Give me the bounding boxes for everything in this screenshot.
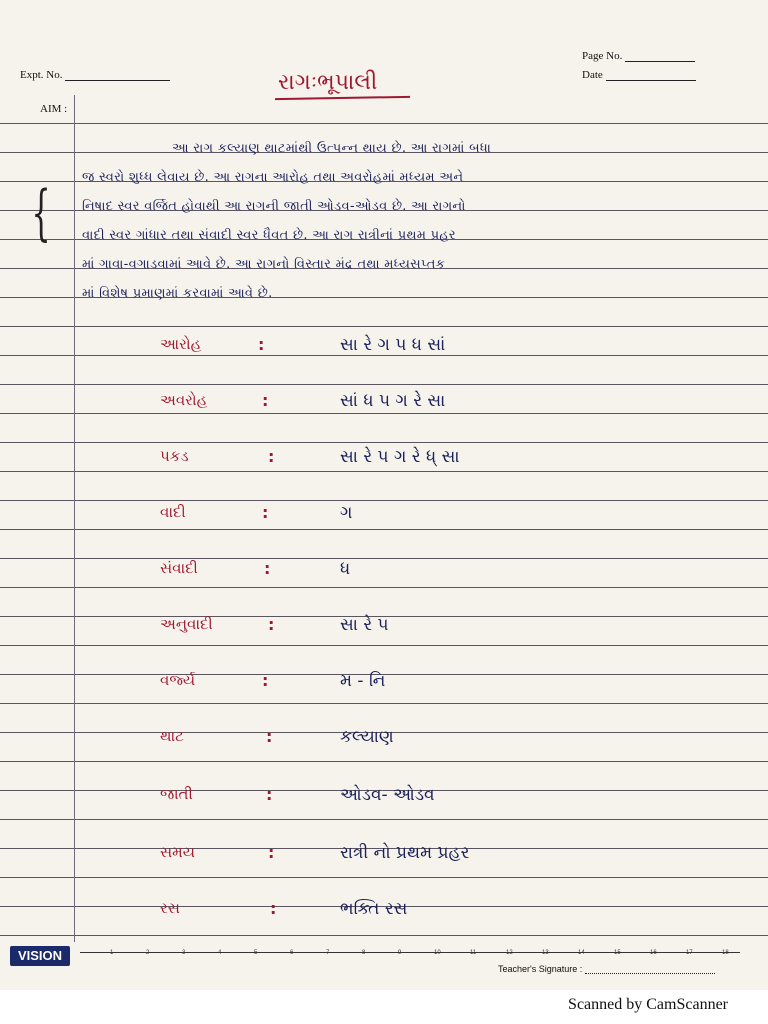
- detail-colon: :: [266, 727, 273, 746]
- ruler-number: 12: [506, 950, 513, 956]
- detail-label: પકડ: [160, 447, 189, 465]
- detail-label: અનુવાદી: [160, 615, 213, 633]
- date-field: [606, 80, 696, 81]
- detail-row: [0, 503, 768, 532]
- detail-value: ઓડવ- ઓડવ: [340, 785, 435, 805]
- ruler-number: 11: [470, 950, 477, 956]
- detail-colon: :: [262, 671, 269, 690]
- detail-value: સાં ધ પ ગ રે સા: [340, 391, 446, 411]
- aim-label: AIM :: [40, 103, 68, 115]
- detail-label: વાદી: [160, 503, 186, 521]
- expt-no-label: Expt. No.: [20, 69, 63, 81]
- detail-value: ધ: [340, 559, 351, 579]
- expt-no: [20, 69, 170, 81]
- detail-label: સમય: [160, 843, 196, 861]
- detail-value: સા રે પ ગ રે ધ્ સા: [340, 447, 460, 467]
- ruler-number: 10: [434, 950, 441, 956]
- detail-label: અવરોહ: [160, 391, 208, 409]
- ruler-number: 17: [686, 950, 693, 956]
- vision-logo: VISION: [10, 946, 70, 966]
- detail-colon: :: [258, 335, 265, 354]
- page-title: રાગઃભૂપાલી: [278, 70, 378, 95]
- detail-colon: :: [268, 843, 275, 862]
- detail-row: [0, 447, 768, 476]
- detail-colon: :: [268, 615, 275, 634]
- ruler-number: 2: [146, 950, 150, 956]
- date: [582, 69, 696, 81]
- detail-label: સંવાદી: [160, 559, 198, 577]
- detail-colon: :: [268, 447, 275, 466]
- paragraph-line: માં વિશેષ પ્રમાણમાં કરવામાં આવે છે.: [82, 286, 273, 301]
- ruler-number: 5: [254, 950, 258, 956]
- date-label: Date: [582, 69, 603, 81]
- paragraph-line: જ સ્વરો શુધ્ધ લેવાય છે. આ રાગના આરોહ તથા અવરોહમાં મધ્યમ અને: [82, 170, 464, 185]
- detail-row: [0, 391, 768, 420]
- teacher-signature-label: Teacher's Signature :: [498, 964, 583, 974]
- detail-row: [0, 899, 768, 928]
- ruler-number: 7: [326, 950, 330, 956]
- ruler-number: 3: [182, 950, 186, 956]
- page-no-field: [625, 61, 695, 62]
- detail-label: આરોહ: [160, 335, 202, 353]
- camscanner-watermark: Scanned by CamScanner: [568, 996, 728, 1013]
- detail-value: ભક્તિ રસ: [340, 899, 408, 919]
- ruler: [80, 952, 740, 963]
- detail-row: [0, 671, 768, 700]
- ruler-number: 8: [362, 950, 366, 956]
- detail-row: [0, 335, 768, 364]
- paragraph-line: માં ગાવા-વગાડવામાં આવે છે. આ રાગનો વિસ્તાર મંદ્ર તથા મધ્યસપ્તક: [82, 257, 446, 272]
- ruler-number: 16: [650, 950, 657, 956]
- detail-colon: :: [266, 785, 273, 804]
- ruler-number: 4: [218, 950, 222, 956]
- description-paragraph: [82, 134, 762, 308]
- paragraph-line: નિષાદ સ્વર વર્જિત હોવાથી આ રાગની જાતી ઓડવ-ઓડવ છે. આ રાગનો: [82, 199, 466, 214]
- detail-label: રસ: [160, 899, 180, 917]
- ruler-number: 18: [722, 950, 729, 956]
- ruler-number: 14: [578, 950, 585, 956]
- page-no-label: Page No.: [582, 50, 623, 62]
- page-no: [582, 50, 695, 62]
- detail-value: ગ: [340, 503, 353, 523]
- detail-row: [0, 615, 768, 644]
- detail-value: રાત્રી નો પ્રથમ પ્રહર: [340, 843, 470, 863]
- detail-label: જાતી: [160, 785, 193, 803]
- ruler-number: 13: [542, 950, 549, 956]
- teacher-signature-line: [585, 973, 715, 974]
- expt-no-field: [65, 80, 170, 81]
- detail-row: [0, 559, 768, 588]
- teacher-signature: [498, 964, 715, 974]
- ruler-number: 6: [290, 950, 294, 956]
- ruler-number: 15: [614, 950, 621, 956]
- margin-brace: {: [31, 178, 51, 248]
- ruler-number: 1: [110, 950, 114, 956]
- detail-value: સા રે ગ પ ધ સાં: [340, 335, 446, 355]
- ruler-number: 9: [398, 950, 402, 956]
- detail-colon: :: [264, 559, 271, 578]
- detail-row: [0, 727, 768, 756]
- paragraph-line: આ રાગ કલ્યાણ થાટમાંથી ઉત્પન્ન થાય છે. આ રાગમાં બધા: [172, 141, 492, 156]
- detail-colon: :: [262, 503, 269, 522]
- detail-row: [0, 843, 768, 872]
- detail-value: કલ્યાણ: [340, 727, 394, 747]
- detail-row: [0, 785, 768, 814]
- detail-colon: :: [270, 899, 277, 918]
- paragraph-line: વાદી સ્વર ગાંધાર તથા સંવાદી સ્વર ધૈવત છે. આ રાગ રાત્રીનાં પ્રથમ પ્રહર: [82, 228, 456, 243]
- detail-value: સા રે પ: [340, 615, 389, 635]
- detail-value: મ - નિ: [340, 671, 386, 691]
- detail-colon: :: [262, 391, 269, 410]
- detail-label: વર્જ્ય: [160, 671, 196, 689]
- detail-label: થાટ: [160, 727, 184, 745]
